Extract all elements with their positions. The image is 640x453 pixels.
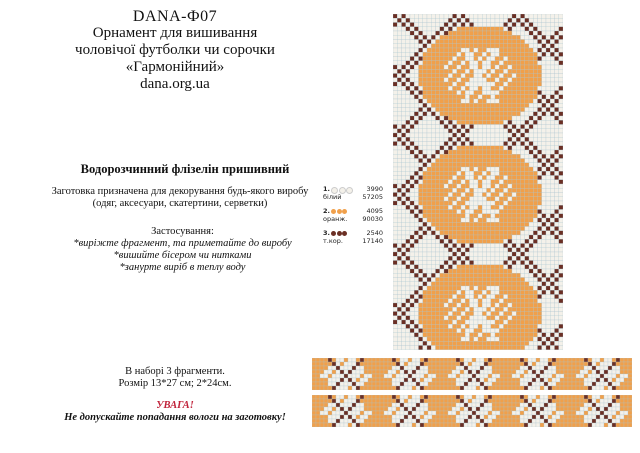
title-line-1: Орнамент для вишивання xyxy=(92,25,258,41)
material-title: Водорозчинний флізелін пришивний xyxy=(80,162,290,176)
header xyxy=(40,8,310,93)
title-line-2: чоловічої футболки чи сорочки xyxy=(75,42,275,58)
legend-code: 3990 xyxy=(366,185,383,193)
kit-info xyxy=(90,366,260,390)
legend-color-name: оранж. xyxy=(323,215,348,223)
product-code: DANA-Ф07 xyxy=(132,8,218,25)
legend-item xyxy=(323,208,387,230)
legend-code: 17140 xyxy=(362,237,383,245)
kit-size: Розмір 13*27 см; 2*24см. xyxy=(118,378,232,389)
description-line-1: Заготовка призначена для декорування будь-якого виробу xyxy=(51,186,309,197)
warning xyxy=(40,400,310,424)
warning-text: Не допускайте попадання вологи на заготовку! xyxy=(64,412,286,423)
legend-color-name: білий xyxy=(323,193,342,201)
ornament-strip-1 xyxy=(312,358,632,390)
warning-title: УВАГА! xyxy=(156,400,194,411)
usage-item: *занурте виріб в теплу воду xyxy=(119,262,246,273)
color-legend xyxy=(323,186,387,252)
usage-section xyxy=(50,226,315,274)
description-line-2: (одяг, аксесуари, скатертини, серветки) xyxy=(92,198,268,209)
legend-code: 90030 xyxy=(362,215,383,223)
legend-swatch xyxy=(331,209,347,214)
legend-number: 2. xyxy=(323,207,330,215)
usage-item: *вишийте бісером чи нитками xyxy=(113,250,252,261)
ornament-strip-2 xyxy=(312,395,632,427)
legend-swatch xyxy=(331,231,347,236)
legend-number: 3. xyxy=(323,229,330,237)
usage-item: *виріжте фрагмент, та приметайте до виробу xyxy=(73,238,292,249)
kit-line-1: В наборі 3 фрагменти. xyxy=(125,366,225,377)
description xyxy=(30,186,330,210)
title-line-3: «Гармонійний» xyxy=(125,59,225,75)
legend-code: 57205 xyxy=(362,193,383,201)
usage-title: Застосування: xyxy=(151,226,214,237)
site-url: dana.org.ua xyxy=(140,76,210,92)
legend-code: 4095 xyxy=(366,207,383,215)
legend-color-name: т.кор. xyxy=(323,237,343,245)
legend-item xyxy=(323,186,387,208)
legend-number: 1. xyxy=(323,185,330,193)
main-ornament-pattern xyxy=(393,14,563,352)
legend-item xyxy=(323,230,387,252)
legend-code: 2540 xyxy=(366,229,383,237)
